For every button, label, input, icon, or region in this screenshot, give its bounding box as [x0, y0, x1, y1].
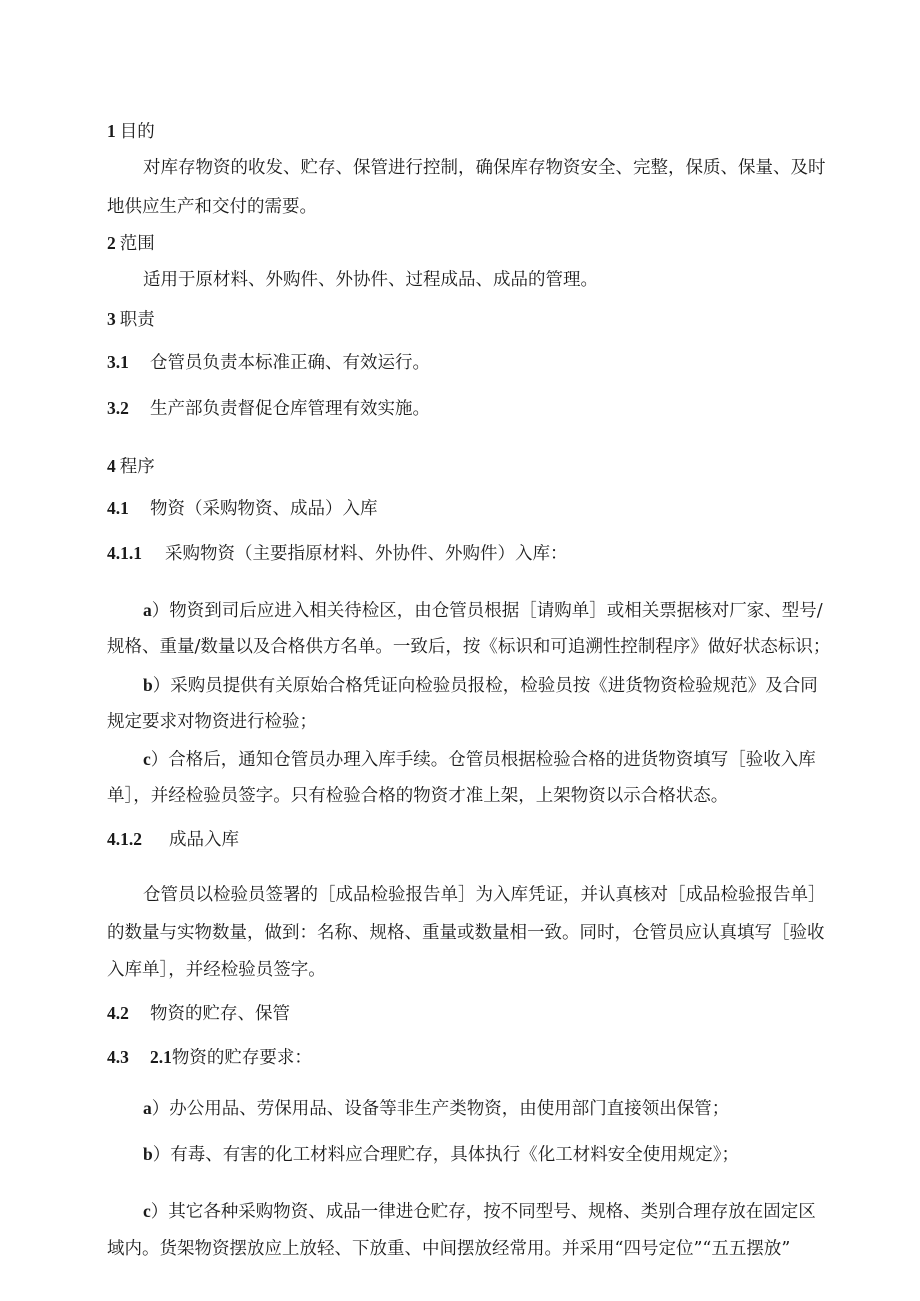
- list-item-b: [143, 1142, 739, 1167]
- item-label: b: [143, 1144, 153, 1164]
- section-title: 范围: [119, 234, 155, 254]
- clause-number: 4.2: [107, 1003, 129, 1023]
- section-heading-purpose: [107, 119, 155, 144]
- section-heading-procedure: [107, 454, 155, 479]
- list-item-a: [143, 1096, 729, 1121]
- clause-text: 物资的贮存、保管: [150, 1004, 290, 1024]
- clause-number: 3.1: [107, 352, 129, 372]
- clause-text: 物资的贮存要求：: [171, 1048, 312, 1068]
- section-number: 3: [107, 309, 116, 329]
- paragraph-line: 规格、重量/数量以及合格供方名单。一致后，按《标识和可追溯性控制程序》做好状态标识；: [107, 637, 831, 657]
- section-title: 程序: [119, 457, 155, 477]
- item-text: ）有毒、有害的化工材料应合理贮存，具体执行《化工材料安全使用规定》；: [152, 1145, 739, 1165]
- section-title: 目的: [119, 122, 155, 142]
- clause-number: 4.1.2: [107, 829, 142, 849]
- clause-4-2: [107, 1001, 290, 1026]
- item-label: b: [143, 675, 153, 695]
- section-title: 职责: [119, 310, 155, 330]
- section-number: 2: [107, 233, 116, 253]
- paragraph-line: 域内。货架物资摆放应上放轻、下放重、中间摆放经常用。并采用“四号定位”“五五摆放”: [107, 1239, 791, 1259]
- paragraph-line: 仓管员以检验员签署的［成品检验报告单］为入库凭证，并认真核对［成品检验报告单］: [143, 885, 826, 905]
- paragraph-line: 适用于原材料、外购件、外协件、过程成品、成品的管理。: [143, 270, 598, 290]
- paragraph-line: 的数量与实物数量，做到：名称、规格、重量或数量相一致。同时，仓管员应认真填写［验收: [107, 923, 825, 943]
- section-heading-responsibilities: [107, 307, 155, 332]
- clause-3-1: [107, 350, 430, 375]
- paragraph-line: 地供应生产和交付的需要。: [107, 197, 317, 217]
- clause-number: 4.1.1: [107, 543, 142, 563]
- clause-number: 4.1: [107, 498, 129, 518]
- item-text: ）办公用品、劳保用品、设备等非生产类物资，由使用部门直接领出保管；: [151, 1099, 730, 1119]
- clause-3-2: [107, 396, 430, 421]
- sub-clause-number: 2.1: [150, 1047, 172, 1067]
- clause-number: 4.3: [107, 1047, 129, 1067]
- clause-text: 采购物资（主要指原材料、外协件、外购件）入库：: [165, 544, 568, 564]
- clause-text: 仓管员负责本标准正确、有效运行。: [150, 353, 430, 373]
- item-label: c: [143, 749, 151, 769]
- section-number: 1: [107, 121, 116, 141]
- clause-text: 物资（采购物资、成品）入库: [150, 499, 378, 519]
- clause-text: 生产部负责督促仓库管理有效实施。: [150, 399, 430, 419]
- clause-text: 成品入库: [169, 830, 239, 850]
- clause-4-1-1: [107, 541, 568, 566]
- clause-4-1: [107, 496, 378, 521]
- list-item-b: [143, 673, 818, 698]
- list-item-c: [143, 1199, 816, 1224]
- item-text: ）其它各种采购物资、成品一律进仓贮存，按不同型号、规格、类别合理存放在固定区: [150, 1202, 816, 1222]
- clause-4-3: [107, 1045, 312, 1070]
- item-label: a: [143, 600, 152, 620]
- paragraph-line: 单］，并经检验员签字。只有检验合格的物资才准上架，上架物资以示合格状态。: [107, 786, 729, 806]
- item-label: c: [143, 1201, 151, 1221]
- paragraph-line: 对库存物资的收发、贮存、保管进行控制，确保库存物资安全、完整，保质、保量、及时: [143, 158, 826, 178]
- section-number: 4: [107, 456, 116, 476]
- paragraph-line: 规定要求对物资进行检验；: [107, 712, 317, 732]
- paragraph-line: 入库单］，并经检验员签字。: [107, 960, 326, 980]
- item-text: ）物资到司后应进入相关待检区，由仓管员根据［请购单］或相关票据核对厂家、型号/: [151, 601, 823, 621]
- section-heading-scope: [107, 231, 155, 256]
- item-text: ）合格后，通知仓管员办理入库手续。仓管员根据检验合格的进货物资填写［验收入库: [150, 750, 816, 770]
- clause-4-1-2: [107, 827, 239, 852]
- list-item-c: [143, 747, 816, 772]
- item-text: ）采购员提供有关原始合格凭证向检验员报检，检验员按《进货物资检验规范》及合同: [152, 676, 818, 696]
- list-item-a: [143, 598, 823, 623]
- clause-number: 3.2: [107, 398, 129, 418]
- item-label: a: [143, 1098, 152, 1118]
